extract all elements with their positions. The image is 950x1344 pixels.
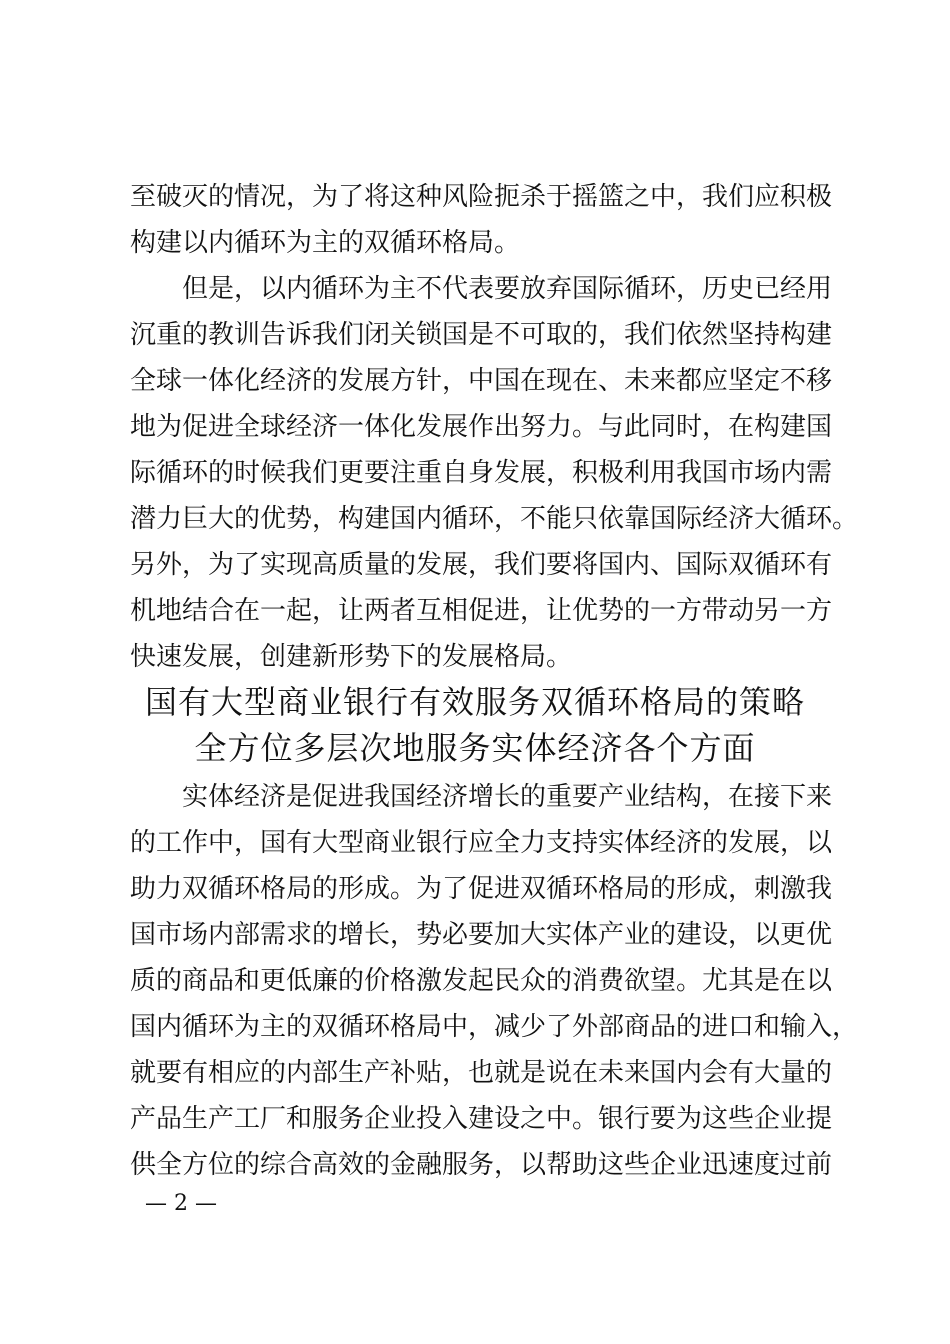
para3-line: 助力双循环格局的形成。为了促进双循环格局的形成，刺激我 (130, 874, 833, 904)
para3-line: 产品生产工厂和服务企业投入建设之中。银行要为这些企业提 (130, 1104, 833, 1134)
para2-line: 全球一体化经济的发展方针，中国在现在、未来都应坚定不移 (130, 366, 833, 396)
page-number: — 2 — (145, 1191, 217, 1216)
para2-line: 际循环的时候我们更要注重自身发展，积极利用我国市场内需 (130, 458, 833, 488)
para2-line: 沉重的教训告诉我们闭关锁国是不可取的，我们依然坚持构建 (130, 320, 833, 350)
para2-line: 潜力巨大的优势，构建国内循环，不能只依靠国际经济大循环。 (130, 504, 859, 534)
para3-line: 国市场内部需求的增长，势必要加大实体产业的建设，以更优 (130, 920, 833, 950)
section-heading: 国有大型商业银行有效服务双循环格局的策略 (144, 683, 805, 721)
para2-line: 另外，为了实现高质量的发展，我们要将国内、国际双循环有 (130, 550, 833, 580)
para3-line: 国内循环为主的双循环格局中，减少了外部商品的进口和输入， (130, 1012, 859, 1042)
para3-line: 供全方位的综合高效的金融服务，以帮助这些企业迅速度过前 (130, 1150, 833, 1180)
para1-line: 构建以内循环为主的双循环格局。 (130, 228, 521, 258)
para3-line: 的工作中，国有大型商业银行应全力支持实体经济的发展，以 (130, 828, 833, 858)
para2-line: 机地结合在一起，让两者互相促进，让优势的一方带动另一方 (130, 596, 833, 626)
subsection-heading: 全方位多层次地服务实体经济各个方面 (194, 729, 756, 767)
para3-line: 就要有相应的内部生产补贴，也就是说在未来国内会有大量的 (130, 1058, 833, 1088)
para2-line: 快速发展，创建新形势下的发展格局。 (130, 642, 573, 672)
para3-line: 质的商品和更低廉的价格激发起民众的消费欲望。尤其是在以 (130, 966, 833, 996)
para3-line: 实体经济是促进我国经济增长的重要产业结构，在接下来 (182, 782, 833, 812)
para1-line: 至破灭的情况，为了将这种风险扼杀于摇篮之中，我们应积极 (130, 182, 833, 212)
para2-line: 地为促进全球经济一体化发展作出努力。与此同时，在构建国 (130, 412, 833, 442)
para2-line: 但是，以内循环为主不代表要放弃国际循环，历史已经用 (182, 274, 833, 304)
